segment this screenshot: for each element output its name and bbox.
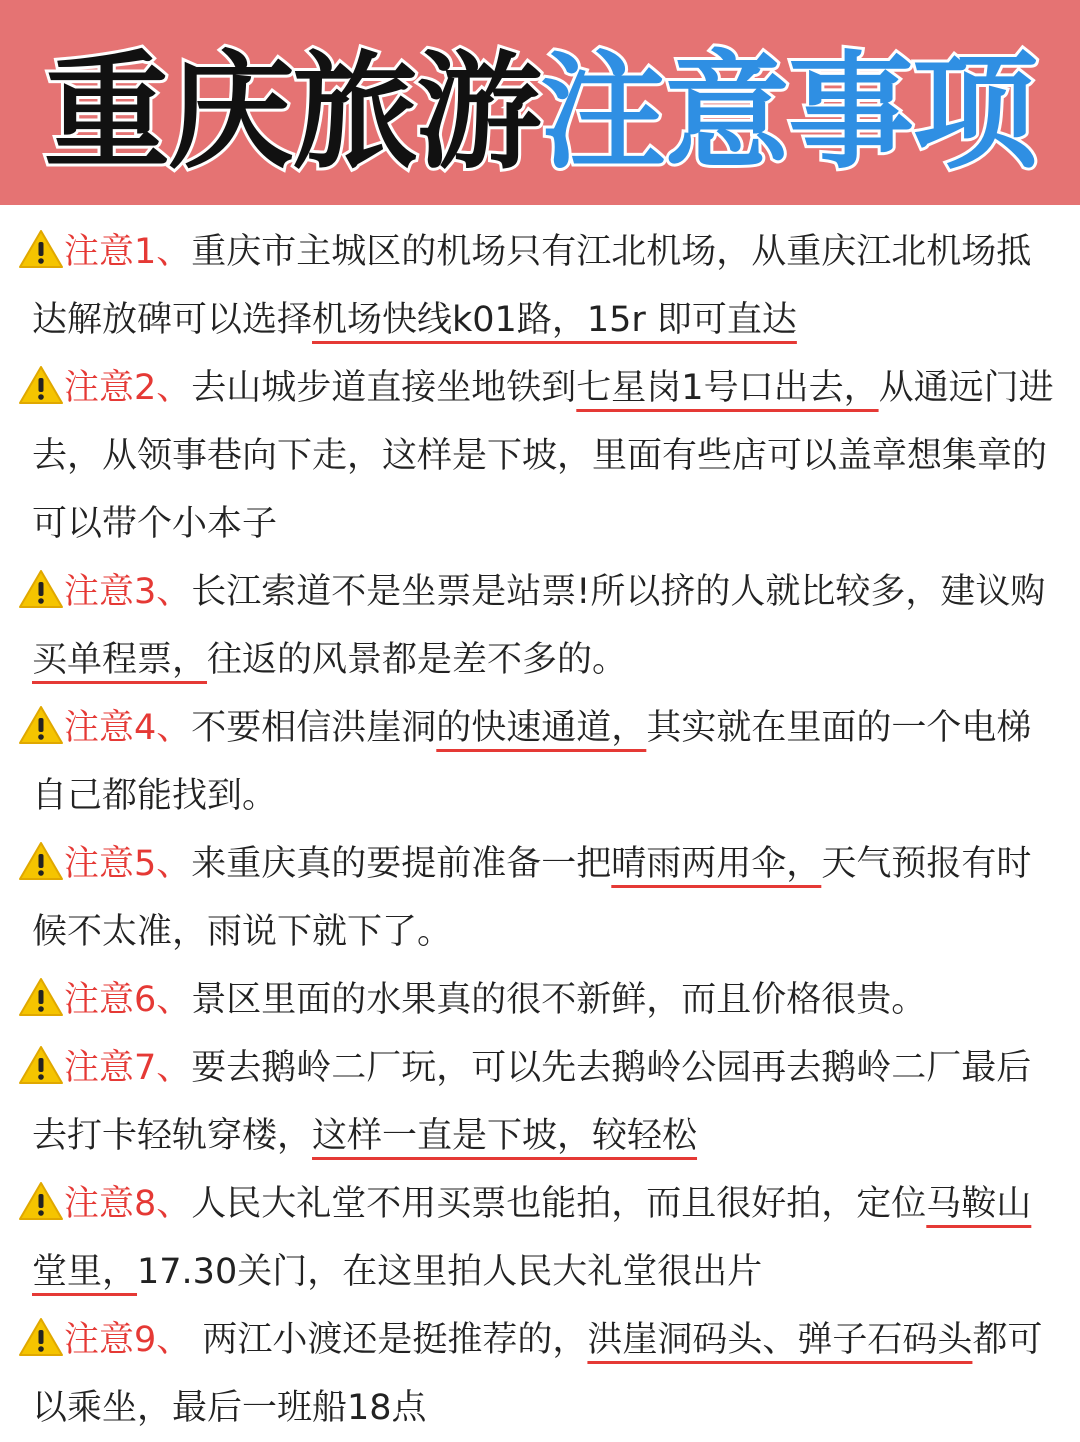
- warning-icon: [18, 569, 64, 609]
- note-text: 重庆市主城区的机场只有江北机场，从重庆江北机场抵达解放碑可以选择: [32, 232, 1032, 340]
- page-title: [0, 0, 1080, 205]
- note-text: 要去鹅岭二厂玩，可以先去鹅岭公园再去鹅岭二厂最后去打卡轻轨穿楼，: [32, 1048, 1032, 1156]
- warning-icon: [18, 1317, 64, 1357]
- note-label: 注意9、: [64, 1320, 192, 1360]
- note-item: [18, 354, 1063, 558]
- note-label: 注意6、: [64, 980, 192, 1020]
- note-text-after: 17.30关门，在这里拍人民大礼堂很出片: [137, 1252, 763, 1292]
- note-item: [18, 218, 1063, 354]
- warning-icon: [18, 841, 64, 881]
- note-label: 注意3、: [64, 572, 192, 612]
- notes-list: [18, 218, 1063, 1442]
- note-highlight: 马鞍山堂里，: [32, 1184, 1032, 1292]
- title-part-1: 重庆旅游: [44, 39, 540, 186]
- note-text: 两江小渡还是挺推荐的，: [191, 1320, 588, 1360]
- note-highlight: 洪崖洞码头、弹子石码头: [587, 1320, 973, 1360]
- warning-icon: [18, 705, 64, 745]
- note-label: 注意2、: [64, 368, 192, 408]
- note-text-after: 从通远门进去，从领事巷向下走，这样是下坡，里面有些店可以盖章想集章的可以带个小本子: [32, 368, 1054, 544]
- title-part-2: 注意事项: [540, 39, 1036, 186]
- note-highlight: 买单程票，: [32, 640, 208, 680]
- note-highlight: 的快速通道，: [436, 708, 647, 748]
- note-text: 来重庆真的要提前准备一把: [191, 844, 612, 884]
- note-item: [18, 1170, 1063, 1306]
- note-text-after: 都可以乘坐，最后一班船18点: [32, 1320, 1043, 1428]
- note-highlight: 机场快线k01路，15r 即可直达: [312, 300, 797, 340]
- note-text-after: 往返的风景都是差不多的。: [207, 640, 628, 680]
- note-label: 注意5、: [64, 844, 192, 884]
- note-item: [18, 1034, 1063, 1170]
- note-item: [18, 966, 1063, 1034]
- note-text: 人民大礼堂不用买票也能拍，而且很好拍，定位: [191, 1184, 927, 1224]
- note-text-after: 其实就在里面的一个电梯自己都能找到。: [32, 708, 1032, 816]
- note-text: 去山城步道直接坐地铁到: [191, 368, 577, 408]
- warning-icon: [18, 977, 64, 1017]
- note-highlight: 这样一直是下坡，较轻松: [312, 1116, 698, 1156]
- note-label: 注意8、: [64, 1184, 192, 1224]
- warning-icon: [18, 365, 64, 405]
- note-item: [18, 558, 1063, 694]
- note-text: 景区里面的水果真的很不新鲜，而且价格很贵。: [191, 980, 927, 1020]
- note-highlight: 晴雨两用伞，: [611, 844, 822, 884]
- warning-icon: [18, 1045, 64, 1085]
- note-text: 长江索道不是坐票是站票!所以挤的人就比较多，建议购: [191, 572, 1046, 612]
- note-item: [18, 830, 1063, 966]
- note-label: 注意7、: [64, 1048, 192, 1088]
- note-item: [18, 1306, 1063, 1442]
- note-label: 注意1、: [64, 232, 192, 272]
- note-text-after: 天气预报有时候不太准，雨说下就下了。: [32, 844, 1032, 952]
- note-item: [18, 694, 1063, 830]
- note-highlight: 七星岗1号口出去，: [576, 368, 879, 408]
- note-label: 注意4、: [64, 708, 192, 748]
- warning-icon: [18, 1181, 64, 1221]
- warning-icon: [18, 229, 64, 269]
- note-text: 不要相信洪崖洞: [191, 708, 437, 748]
